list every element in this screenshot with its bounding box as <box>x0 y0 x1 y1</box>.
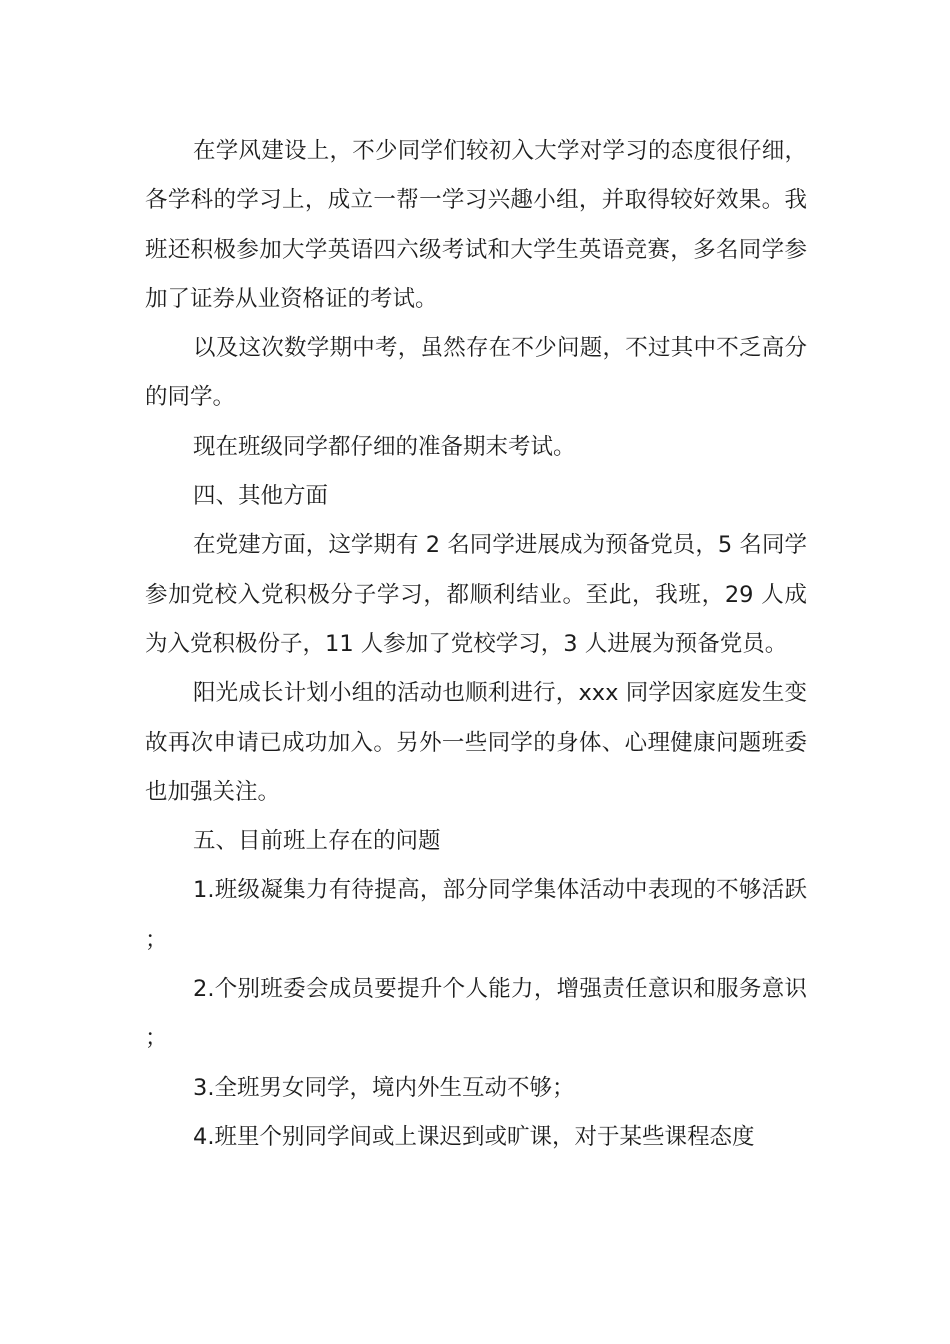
section-heading-other-aspects: 四、其他方面 <box>193 483 329 510</box>
paragraph-sunshine-growth-plan: 阳光成长计划小组的活动也顺利进行，xxx 同学因家庭发生变故再次申请已成功加入。另外一些同学的身体、心理健康问题班委也加强关注。 <box>145 680 807 805</box>
list-item-problem-1: 1.班级凝集力有待提高，部分同学集体活动中表现的不够活跃； <box>145 877 807 953</box>
paragraph-final-exam-prep: 现在班级同学都仔细的准备期末考试。 <box>193 433 576 460</box>
paragraph-midterm-exam: 以及这次数学期中考，虽然存在不少问题，不过其中不乏高分的同学。 <box>145 335 807 411</box>
list-item-problem-4: 4.班里个别同学间或上课迟到或旷课，对于某些课程态度 <box>193 1123 755 1150</box>
paragraph-party-building: 在党建方面，这学期有 2 名同学进展成为预备党员，5 名同学参加党校入党积极分子学习，都顺利结业。至此，我班，29 人成为入党积极份子，11 人参加了党校学习，3 人进展为预备党员。 <box>145 532 807 657</box>
list-item-problem-2: 2.个别班委会成员要提升个人能力，增强责任意识和服务意识 ； <box>145 976 807 1052</box>
list-item-problem-3: 3.全班男女同学，境内外生互动不够； <box>193 1074 575 1101</box>
section-heading-current-problems: 五、目前班上存在的问题 <box>193 828 441 855</box>
paragraph-study-style: 在学风建设上，不少同学们较初入大学对学习的态度很仔细，各学科的学习上，成立一帮一学习兴趣小组，并取得较好效果。我班还积极参加大学英语四六级考试和大学生英语竞赛，多名同学参加了证券从业资格证的考试。 <box>145 138 807 312</box>
document-body <box>145 127 807 1162</box>
